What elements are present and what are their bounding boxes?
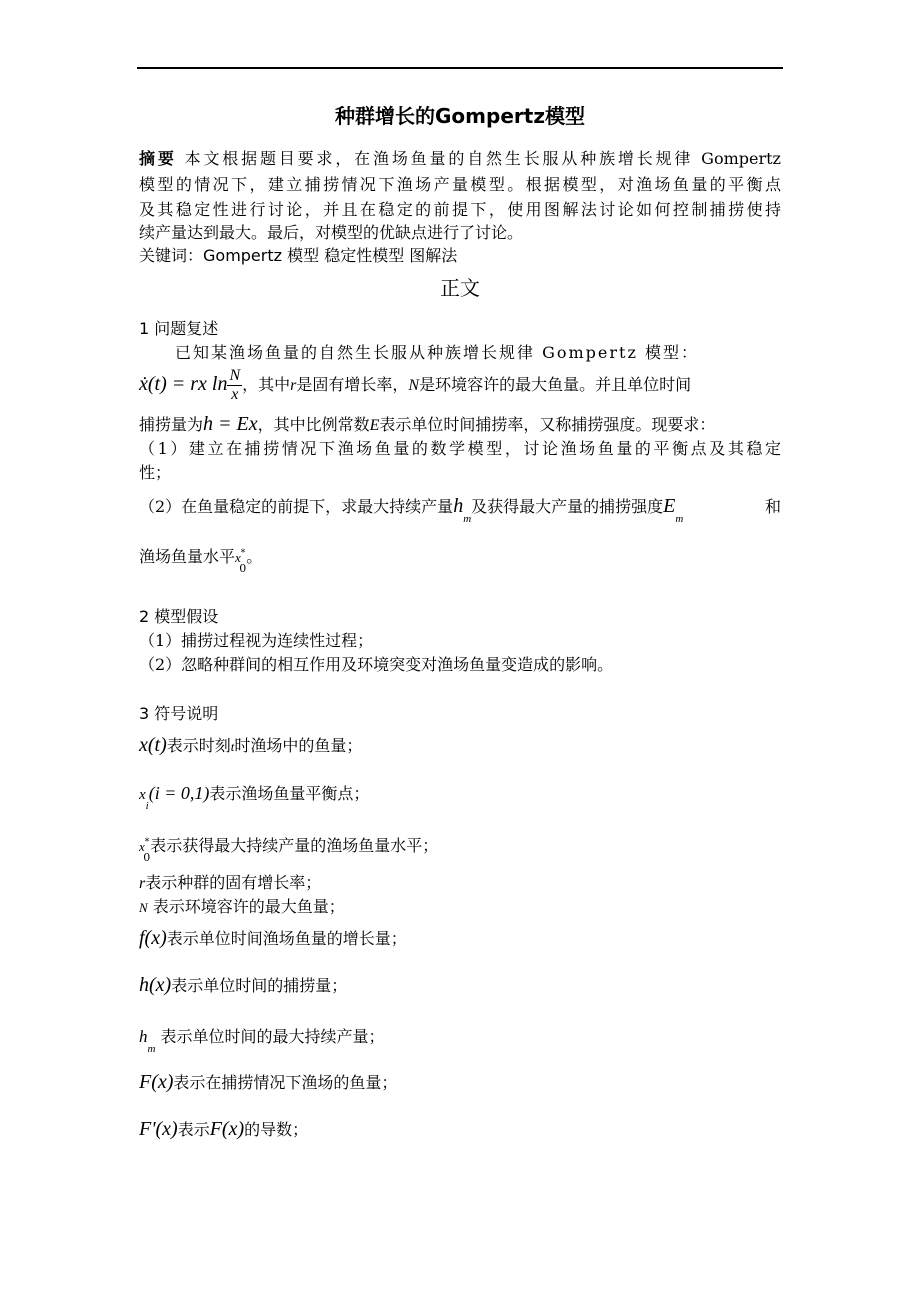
symbol-h-m: h [139,1027,148,1046]
problem-paragraph-1: 已知某渔场鱼量的自然生长服从种族增长规律 Gompertz 模型： [175,343,699,362]
equation-line [139,362,691,406]
text-fragment: 和 [764,497,781,516]
subscript-zero: 0 [143,851,151,864]
symbol-def-N [139,894,345,917]
text-fragment: 。 [246,547,263,566]
requirement-1-line-2: 性； [139,463,172,482]
symbol-t: t [230,739,235,754]
requirement-2-line-2 [139,544,263,575]
symbol-F-prime-x: F'(x) [139,1118,178,1140]
superscript-star: * [144,837,150,848]
section-2-title: 2 模型假设 [139,607,219,626]
text-fragment: 表示获得最大持续产量的渔场鱼量水平； [150,836,439,855]
text-fragment: 表示种群的固有增长率； [145,873,322,892]
document-title: 种群增长的Gompertz模型 [335,104,585,128]
symbol-N: N [408,377,420,394]
assumption-1: （1）捕捞过程视为连续性过程； [139,631,374,650]
abstract-line-1 [139,146,781,169]
text-fragment: 是环境容许的最大鱼量。并且单位时间 [419,375,692,394]
symbol-def-x-i [139,781,370,812]
text-fragment: （2）在鱼量稳定的前提下，求最大持续产量 [139,497,454,516]
symbol-f-x: f(x) [139,927,167,949]
superscript-star: * [240,548,246,559]
symbol-def-F-prime [139,1117,308,1141]
abstract-label: 摘要 [139,149,177,168]
header-rule [137,67,783,69]
requirement-1-line-1: （1）建立在捕捞情况下渔场鱼量的数学模型，讨论渔场鱼量的平衡点及其稳定 [139,439,781,458]
symbol-def-f-x [139,926,407,950]
text-fragment: 是固有增长率， [296,375,409,394]
symbol-x0: x [235,550,241,565]
symbol-r: r [139,875,146,892]
main-heading: 正文 [440,276,480,300]
text-fragment: 渔场鱼量水平 [139,547,236,566]
abstract-text-1: 本文根据题目要求，在渔场鱼量的自然生长服从种族增长规律 Gompertz [184,149,781,168]
symbol-def-r [139,870,321,893]
subscript-i: i [145,800,149,812]
text-fragment: 表示渔场鱼量平衡点； [209,784,370,803]
subscript-m: m [675,513,684,525]
symbol-def-h-x [139,973,347,997]
symbol-F-x: F(x) [209,1118,245,1140]
subscript-m: m [463,513,472,525]
fraction-numerator: N [229,367,241,384]
text-fragment: 表示单位时间捕捞率，又称捕捞强度。现要求： [379,415,716,434]
symbol-x: x [139,787,146,803]
requirement-2-line-1 [139,494,781,525]
abstract-line-3: 及其稳定性进行讨论，并且在稳定的前提下，使用图解法讨论如何控制捕捞使持 [139,200,781,219]
keywords: 关键词：Gompertz 模型 稳定性模型 图解法 [139,246,458,265]
symbol-E-m: E [663,495,676,517]
symbol-def-h-m [139,1024,385,1055]
text-fragment: 捕捞量为 [139,415,204,434]
text-fragment: 表示时刻 [166,736,231,755]
text-fragment: 表示单位时间渔场鱼量的增长量； [166,929,407,948]
text-fragment: 表示单位时间的最大持续产量； [160,1027,385,1046]
text-fragment: 表示环境容许的最大鱼量； [152,897,345,916]
symbol-F-x: F(x) [139,1071,174,1093]
equation-fraction [227,367,242,404]
symbol-h-m: h [453,495,464,517]
text-fragment: 及获得最大产量的捕捞强度 [471,497,664,516]
text-fragment: 的导数； [244,1120,309,1139]
assumption-2: （2）忽略种群间的相互作用及环境突变对渔场鱼量变造成的影响。 [139,655,614,674]
symbol-r: r [290,377,297,394]
text-fragment: 表示单位时间的捕捞量； [171,976,348,995]
text-fragment: 表示在捕捞情况下渔场的鱼量； [173,1073,398,1092]
index-range: (i = 0,1) [148,783,210,803]
section-1-title: 1 问题复述 [139,319,219,338]
text-fragment: ，其中比例常数 [257,415,370,434]
symbol-def-x0-star [139,833,439,864]
symbol-x-t: x(t) [139,734,167,756]
abstract-line-2: 模型的情况下，建立捕捞情况下渔场产量模型。根据模型，对渔场鱼量的平衡点 [139,175,781,194]
equation-lhs: ẋ(t) = rx ln [139,373,228,395]
subscript-zero: 0 [239,562,247,575]
fraction-denominator: x [231,386,239,403]
symbol-def-x-t [139,733,362,757]
symbol-def-F-x [139,1070,397,1094]
text-fragment: ，其中 [242,375,291,394]
symbol-x0: x [139,839,145,854]
symbol-h-x: h(x) [139,974,172,996]
equation-h: h = Ex [203,413,258,435]
problem-line-harvest [139,412,715,436]
text-fragment: 表示 [177,1120,210,1139]
abstract-line-4: 续产量达到最大。最后，对模型的优缺点进行了讨论。 [139,223,524,242]
symbol-N: N [139,900,148,915]
subscript-m: m [147,1043,156,1055]
symbol-E: E [369,417,380,434]
section-3-title: 3 符号说明 [139,704,219,723]
text-fragment: 时渔场中的鱼量； [234,736,363,755]
